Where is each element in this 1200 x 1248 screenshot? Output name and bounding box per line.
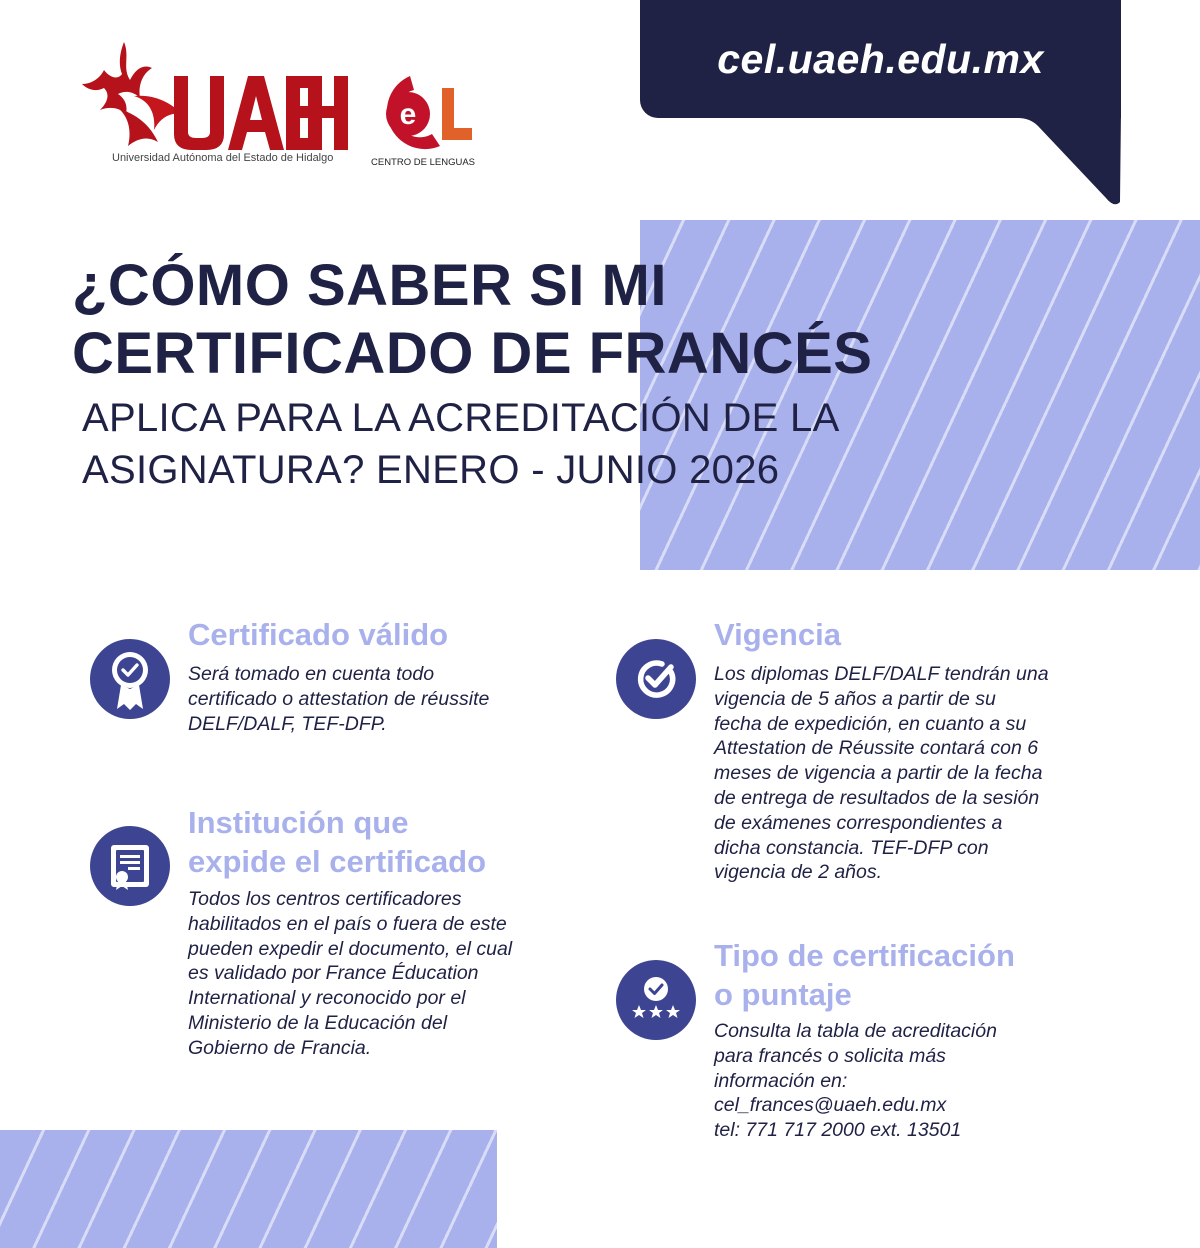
- rating-stars-icon: [616, 960, 696, 1040]
- tipo-body: Consulta la tabla de acreditación para francés o solicita más información en: cel_frances@uaeh.edu.mx tel: 771 717 2000 ext. 13501: [714, 1020, 997, 1142]
- institucion-heading-line-1: Institución que: [188, 805, 409, 840]
- vigencia-body: Los diplomas DELF/DALF tendrán una vigencia de 5 años a partir de su fecha de expedición, en cuanto a su Attestation de Réussite contará con 6 meses de vigencia a partir de la fecha de entrega de resultados de la sesión de exámenes correspondientes a dicha constancia. TEF-DFP con vigencia de 2 años.: [714, 663, 1049, 884]
- svg-text:e: e: [399, 98, 417, 131]
- uaeh-caption: Universidad Autónoma del Estado de Hidalgo: [112, 152, 334, 164]
- svg-text:R: R: [337, 79, 343, 86]
- certificado-heading: Certificado válido: [188, 617, 449, 652]
- page-title-line-2: CERTIFICADO DE FRANCÉS: [72, 321, 873, 386]
- certificate-document-icon: [90, 826, 170, 906]
- institucion-body: Todos los centros certificadores habilitados en el país o fuera de este pueden expedir el documento, el cual es validado por France Éducation International y reconocido por el Ministerio de la Educación del Gobierno de Francia.: [188, 888, 513, 1059]
- check-badge-icon: [616, 639, 696, 719]
- cel-caption: CENTRO DE LENGUAS: [371, 157, 475, 168]
- tipo-heading-line-2: o puntaje: [714, 977, 852, 1012]
- decorative-stripe-panel-bottom: [0, 1130, 497, 1248]
- vigencia-heading: Vigencia: [714, 617, 841, 652]
- decorative-stripe-panel-top: [640, 220, 1200, 570]
- uaeh-logo: [78, 38, 348, 170]
- url-banner-tail: [1000, 110, 1122, 208]
- page-title-line-1: ¿CÓMO SABER SI MI: [72, 253, 667, 318]
- cel-logo: [362, 70, 480, 156]
- certificado-body: Será tomado en cuenta todo certificado o attestation de réussite DELF/DALF, TEF-DFP.: [188, 663, 490, 735]
- institucion-heading-line-2: expide el certificado: [188, 844, 487, 879]
- tipo-heading-line-1: Tipo de certificación: [714, 938, 1015, 973]
- page-subtitle-line-1: APLICA PARA LA ACREDITACIÓN DE LA: [82, 396, 840, 440]
- award-ribbon-icon: [90, 639, 170, 719]
- page-subtitle-line-2: ASIGNATURA? ENERO - JUNIO 2026: [82, 448, 780, 492]
- website-url[interactable]: cel.uaeh.edu.mx: [717, 36, 1044, 82]
